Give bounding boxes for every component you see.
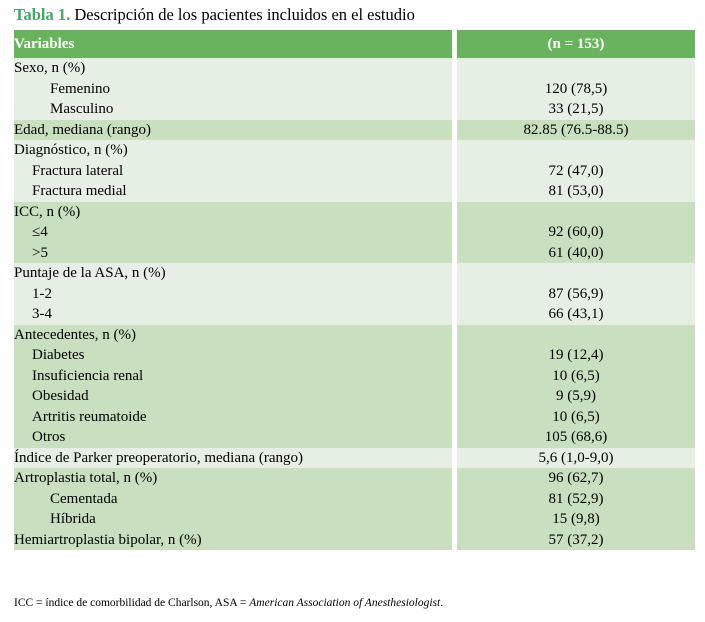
row-variable-line: Diabetes bbox=[32, 347, 85, 363]
row-value-line bbox=[457, 202, 695, 223]
row-value-line: 92 (60,0) bbox=[548, 224, 604, 240]
row-variable-cell bbox=[14, 202, 452, 264]
table-row bbox=[14, 202, 695, 264]
row-value-line: 15 (9,8) bbox=[552, 511, 600, 527]
row-variable-line: Artroplastia total, n (%) bbox=[14, 470, 158, 486]
table-row bbox=[14, 468, 695, 550]
row-variable-line: Puntaje de la ASA, n (%) bbox=[14, 265, 166, 281]
header-variables: Variables bbox=[14, 30, 452, 58]
patients-description-table bbox=[14, 30, 695, 550]
row-variable-line: Hemiartroplastia bipolar, n (%) bbox=[14, 531, 202, 548]
table-row bbox=[14, 58, 695, 120]
row-variable-line: Antecedentes, n (%) bbox=[14, 326, 137, 343]
row-value-line: 120 (78,5) bbox=[544, 80, 608, 97]
row-value-line: 105 (68,6) bbox=[544, 429, 608, 445]
row-value-line bbox=[457, 140, 695, 161]
row-value-line: 81 (53,0) bbox=[548, 183, 604, 199]
row-value-line: 81 (52,9) bbox=[548, 490, 604, 507]
row-value-line: 61 (40,0) bbox=[548, 244, 604, 261]
row-value-cell bbox=[457, 448, 695, 469]
row-variable-line: Masculino bbox=[50, 101, 114, 117]
row-value-cell bbox=[457, 263, 695, 325]
row-variable-line: Artritis reumatoide bbox=[32, 408, 147, 425]
row-value-line: 10 (6,5) bbox=[552, 408, 600, 425]
table-row bbox=[14, 140, 695, 202]
row-value-line: 87 (56,9) bbox=[548, 285, 604, 302]
row-value-line: 82.85 (76.5-88.5) bbox=[523, 121, 629, 138]
row-variable-line: Híbrida bbox=[50, 511, 96, 527]
table-row bbox=[14, 325, 695, 448]
row-value-line bbox=[457, 58, 695, 79]
table-footnote bbox=[14, 596, 695, 610]
row-value-line: 33 (21,5) bbox=[548, 101, 604, 117]
row-variable-line: Cementada bbox=[50, 490, 118, 507]
row-value-line: 10 (6,5) bbox=[552, 367, 600, 384]
row-variable-line: 1-2 bbox=[32, 285, 52, 302]
row-value-cell bbox=[457, 468, 695, 550]
row-value-line: 57 (37,2) bbox=[548, 531, 604, 548]
row-variable-cell bbox=[14, 140, 452, 202]
table-row bbox=[14, 448, 695, 469]
header-count: (n = 153) bbox=[457, 30, 695, 58]
row-variable-line: Obesidad bbox=[32, 388, 89, 404]
row-value-line: 19 (12,4) bbox=[548, 347, 604, 363]
row-value-cell bbox=[457, 120, 695, 141]
table-caption-text: Descripción de los pacientes incluidos en el estudio bbox=[70, 5, 415, 24]
footnote-italic: American Association of Anesthesiologist bbox=[249, 597, 441, 609]
row-value-line: 96 (62,7) bbox=[548, 470, 604, 486]
row-variable-line: Fractura lateral bbox=[32, 162, 124, 179]
row-value-line bbox=[457, 263, 695, 284]
row-value-cell bbox=[457, 140, 695, 202]
row-value-line: 5,6 (1,0-9,0) bbox=[538, 449, 614, 466]
row-variable-line: Sexo, n (%) bbox=[14, 60, 86, 76]
row-variable-cell bbox=[14, 120, 452, 141]
row-variable-cell bbox=[14, 468, 452, 550]
row-value-cell bbox=[457, 58, 695, 120]
table-caption bbox=[14, 5, 695, 25]
row-variable-line: Fractura medial bbox=[32, 183, 127, 199]
table-row bbox=[14, 120, 695, 141]
table-header-row bbox=[14, 30, 695, 58]
row-value-line bbox=[457, 325, 695, 346]
table-body bbox=[14, 58, 695, 550]
row-value-cell bbox=[457, 202, 695, 264]
row-variable-line: 3-4 bbox=[32, 306, 52, 322]
row-variable-line: Diagnóstico, n (%) bbox=[14, 142, 128, 158]
footnote-plain-end: . bbox=[440, 597, 444, 609]
row-variable-line: Edad, mediana (rango) bbox=[14, 121, 152, 138]
table-header bbox=[14, 30, 695, 58]
row-variable-cell bbox=[14, 448, 452, 469]
row-value-cell bbox=[457, 325, 695, 448]
row-variable-line: >5 bbox=[32, 244, 48, 261]
row-variable-line: ≤4 bbox=[32, 224, 48, 240]
row-variable-line: Femenino bbox=[50, 80, 110, 97]
row-variable-line: Insuficiencia renal bbox=[32, 367, 144, 384]
row-variable-cell bbox=[14, 263, 452, 325]
row-variable-cell bbox=[14, 58, 452, 120]
row-value-line: 66 (43,1) bbox=[548, 306, 604, 322]
table-row bbox=[14, 263, 695, 325]
footnote-plain-start: ICC = índice de comorbilidad de Charlson, ASA = bbox=[14, 597, 250, 609]
row-value-line: 9 (5,9) bbox=[556, 388, 596, 404]
row-variable-line: Índice de Parker preoperatorio, mediana (rango) bbox=[14, 449, 304, 466]
row-value-line: 72 (47,0) bbox=[548, 162, 604, 179]
row-variable-line: ICC, n (%) bbox=[14, 203, 81, 220]
row-variable-line: Otros bbox=[32, 429, 66, 445]
row-variable-cell bbox=[14, 325, 452, 448]
table-caption-label: Tabla 1. bbox=[14, 5, 71, 24]
